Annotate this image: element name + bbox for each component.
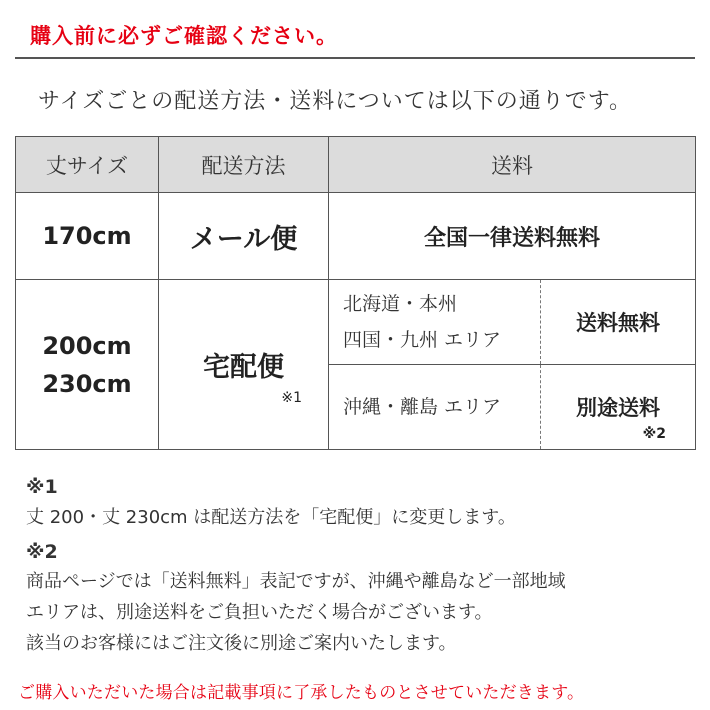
region-okinawa: 沖縄・離島 エリア bbox=[329, 365, 541, 450]
method-note-mark: ※1 bbox=[281, 390, 302, 406]
region-mainland-line2: 四国・九州 エリア bbox=[343, 329, 502, 351]
method-courier-cell bbox=[159, 280, 329, 450]
agreement-footer: ご購入いただいた場合は記載事項に了承したものとさせていただきます。 bbox=[18, 683, 585, 703]
table-header-row bbox=[16, 137, 696, 193]
header-fee: 送料 bbox=[329, 137, 696, 193]
header-size: 丈サイズ bbox=[16, 137, 159, 193]
region-mainland bbox=[329, 280, 541, 365]
size-200: 200cm bbox=[42, 331, 132, 360]
region-mainland-line1: 北海道・本州 bbox=[343, 293, 458, 315]
note2-line2: エリアは、別途送料をご負担いただく場合がございます。 bbox=[26, 602, 493, 623]
size-230: 230cm bbox=[42, 369, 132, 398]
header-method: 配送方法 bbox=[159, 137, 329, 193]
fee-free: 送料無料 bbox=[541, 280, 696, 365]
table-row bbox=[16, 193, 696, 280]
notice-heading: 購入前に必ずご確認ください。 bbox=[30, 24, 338, 48]
shipping-table bbox=[15, 136, 696, 450]
note2-line1: 商品ページでは「送料無料」表記ですが、沖縄や離島など一部地域 bbox=[26, 571, 566, 592]
size-200-230 bbox=[16, 280, 159, 450]
fee-free-nationwide: 全国一律送料無料 bbox=[329, 193, 696, 280]
note2-line3: 該当のお客様にはご注文後に別途ご案内いたします。 bbox=[26, 633, 457, 654]
method-courier: 宅配便 bbox=[203, 352, 284, 383]
table-row bbox=[16, 280, 696, 365]
heading-divider bbox=[15, 57, 695, 59]
size-170: 170cm bbox=[16, 193, 159, 280]
fee-extra: 別途送料 bbox=[576, 396, 660, 420]
note2-title: ※2 bbox=[26, 541, 58, 563]
note1-text: 丈 200・丈 230cm は配送方法を「宅配便」に変更します。 bbox=[26, 507, 516, 528]
method-mail: メール便 bbox=[159, 193, 329, 280]
fee-extra-cell bbox=[541, 365, 696, 450]
intro-text: サイズごとの配送方法・送料については以下の通りです。 bbox=[38, 89, 633, 114]
fee-note-mark: ※2 bbox=[642, 426, 666, 442]
note1-title: ※1 bbox=[26, 476, 58, 498]
